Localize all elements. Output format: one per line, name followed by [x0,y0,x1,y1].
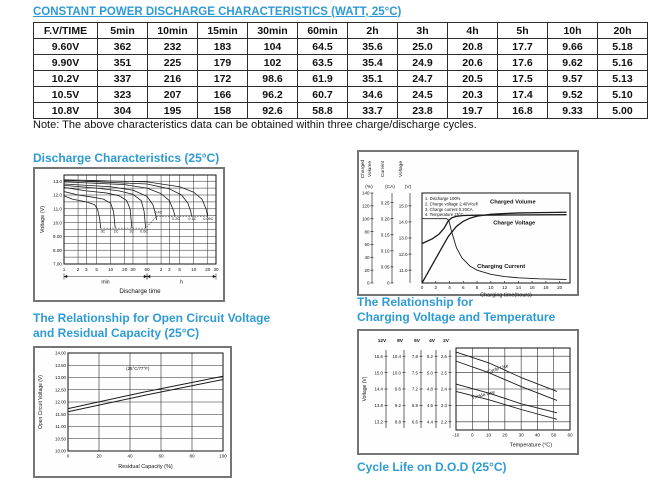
x-tick-label: 6 [462,284,465,290]
table-cell: 5.13 [598,71,648,87]
table-header-row [34,23,648,39]
x-axis-label: Residual Capacity (%) [118,464,173,470]
scale-tick-label: 4.4 [426,419,433,424]
y-tick-label: 0.20 [380,215,390,221]
table-cell: 102 [248,55,298,71]
scale-name: 12V [377,338,387,344]
table-cell: 9.60V [34,39,98,55]
scale-tick-label: 8.8 [394,419,401,424]
table-cell: 304 [98,103,148,119]
x-axis-label: Charging time(hours) [480,292,532,298]
table-row [34,55,648,71]
table-cell: 24.9 [398,55,448,71]
x-tick-label: 16 [529,284,535,290]
table-cell: 10.8V [34,103,98,119]
series-label: 0.2C [171,216,180,221]
scale-tick-label: 14.4 [374,386,383,392]
arrowhead [147,275,150,278]
table-cell: 5.18 [598,39,648,55]
charging-chart-box [357,150,579,296]
x-tick-label: 60 [144,267,150,272]
table-cell: 5.00 [598,103,648,119]
table-cell: 19.7 [448,103,498,119]
arrowhead [144,275,147,278]
table-cell: 16.8 [498,103,548,119]
ocv-chart-box [33,346,232,478]
table-cell: 35.6 [348,39,398,55]
table-cell: 172 [198,71,248,87]
note-line: 4. Temperature 25°C [425,211,464,217]
scale-tick-label: 2.5 [440,369,447,375]
x-tick-label: 3 [168,267,171,272]
x-tick-label: 8 [475,284,479,290]
scale-tick-label: 9.6 [394,386,401,392]
table-cell: 166 [198,87,248,103]
table-cell: 17.5 [498,71,548,87]
scale-tick-label: 13.8 [374,402,383,408]
x-tick-label: 0 [66,453,70,459]
arrowhead [213,275,216,278]
x-tick-label: 0 [471,432,474,437]
x-tick-label: 10 [486,432,492,437]
table-cell: 63.5 [298,55,348,71]
y-tick-label: 11.0 [53,206,62,212]
table-cell: 337 [98,71,148,87]
table-header-cell: 4h [448,23,498,39]
scale-tick-label: 15.6 [374,353,383,359]
y-tick-label: 8.00 [53,247,62,253]
table-cell: 5.16 [598,55,648,71]
page-title: CONSTANT POWER DISCHARGE CHARACTERISTICS (WATT, 25°C) [33,6,402,18]
y-tick-label: 13.0 [398,235,408,241]
scale-tick-label: 7.5 [411,369,418,375]
y-tick-label: 40 [364,254,370,260]
band-line [456,352,557,391]
table-cell: 9.57 [548,71,598,87]
scale-tick-label: 6.9 [411,402,418,408]
x-unit-h-label: h [180,279,183,286]
y-tick-label: 13.00 [55,375,66,381]
charging-voltage-temperature-chart [360,332,576,453]
scale-tick-label: 2.6 [440,353,447,359]
table-cell: 17.7 [498,39,548,55]
scale-tick-label: 5.0 [426,369,433,375]
x-tick-label: 100 [219,453,227,459]
y-tick-label: 20 [364,267,370,273]
scale-name: 8V [397,338,403,344]
charge-temp-chart-title [357,295,555,325]
x-tick-label: 60 [158,453,164,459]
table-header-cell: 60min [298,23,348,39]
axis-title: Voltage [399,160,404,177]
series-label: 0.6C [140,229,149,234]
table-cell: 104 [248,39,298,55]
discharge-curve [64,187,132,228]
x-tick-label: 1 [62,267,66,272]
table-cell: 60.7 [298,87,348,103]
table-cell: 20.3 [448,87,498,103]
table-header-cell: 15min [198,23,248,39]
table-cell: 9.52 [548,87,598,103]
band-label: Cycle Use [487,363,510,375]
axis-unit: (%) [365,184,373,190]
x-tick-label: 20 [96,453,102,459]
y-tick-label: 13.50 [55,362,66,368]
series-label: 0.05C [203,216,214,221]
note-line: 3. Charge current 0.20CA [425,206,473,212]
table-cell: 225 [148,55,198,71]
x-tick-label: 30 [130,267,136,272]
table-cell: 23.8 [398,103,448,119]
constant-power-table-wrap [33,22,640,119]
note-line: 2. Charge voltage 2.40V/cell [425,200,478,206]
table-row [34,39,648,55]
x-unit-min-label: min [101,279,110,286]
table-header-cell: 3h [398,23,448,39]
table-cell: 232 [148,39,198,55]
x-tick-label: 20 [205,267,211,272]
ocv-title-line2: and Residual Capacity (25°C) [33,326,200,340]
table-cell: 35.1 [348,71,398,87]
scale-tick-label: 7.8 [411,353,418,359]
table-header-cell: 2h [348,23,398,39]
x-tick-label: 60 [567,432,573,437]
discharge-chart-title: Discharge Characteristics (25°C) [33,151,220,165]
y-axis-label: Voltage (V) [362,376,368,401]
axis-unit: (CA) [385,184,395,190]
temperature-annotation: (25°C/77°F) [126,366,150,372]
axis-unit: (V) [404,184,412,190]
table-cell: 362 [98,39,148,55]
table-cell: 20.8 [448,39,498,55]
table-cell: 64.5 [298,39,348,55]
x-tick-label: 20 [502,432,508,437]
table-cell: 5.10 [598,87,648,103]
ocv-line [68,379,223,411]
x-axis-label: Discharge time [119,288,161,295]
y-tick-label: 80 [364,228,370,234]
scale-name: 2V [443,338,449,344]
table-cell: 17.6 [498,55,548,71]
table-cell: 24.5 [398,87,448,103]
x-tick-label: 12 [502,284,508,290]
y-tick-label: 11.50 [55,411,66,417]
x-tick-label: 30 [518,432,524,437]
table-header-cell: 5min [98,23,148,39]
table-cell: 61.9 [298,71,348,87]
y-tick-label: 11.0 [399,267,408,273]
y-tick-label: 12.00 [55,399,66,405]
table-row [34,103,648,119]
scale-tick-label: 15.0 [374,369,383,375]
axis-title: Current [381,160,386,177]
y-tick-label: 120 [361,203,370,209]
x-tick-label: 3 [84,267,88,272]
discharge-chart-box [33,167,225,302]
x-tick-label: 20 [122,267,128,272]
table-cell: 351 [98,55,148,71]
table-cell: 195 [148,103,198,119]
table-header-cell: 30min [248,23,298,39]
ocv-line [68,376,223,408]
x-tick-label: 80 [189,453,195,459]
series-label: 0.4C [154,210,163,215]
x-tick-label: 40 [127,453,133,459]
band-label: Trickle Use [471,389,496,401]
y-tick-label: 12.0 [53,192,62,198]
series-label: 2C [113,229,119,234]
table-cell: 179 [198,55,248,71]
scale-tick-label: 2.4 [440,386,447,392]
y-tick-label: 13.0 [53,178,62,184]
scale-tick-label: 2.3 [440,402,447,408]
charge-temp-title-line2: Charging Voltage and Temperature [357,310,556,324]
table-cell: 323 [98,87,148,103]
y-tick-label: 15.0 [398,203,408,209]
table-cell: 9.90V [34,55,98,71]
scale-tick-label: 4.6 [426,402,433,408]
table-cell: 10.5V [34,87,98,103]
x-tick-label: 18 [543,284,549,290]
x-tick-label: 0 [420,284,424,290]
table-cell: 9.33 [548,103,598,119]
discharge-curve [64,196,101,228]
charge-temp-title-line1: The Relationship for [357,295,474,309]
x-tick-label: 4 [448,284,451,290]
discharge-curve [64,185,146,228]
x-tick-label: 10 [488,284,494,290]
ocv-residual-capacity-chart [35,348,230,476]
table-header-cell: 10min [148,23,198,39]
x-tick-label: 50 [551,432,557,437]
table-header-cell: F.V/TIME [34,23,98,39]
table-cell: 34.6 [348,87,398,103]
y-tick-label: 0.15 [380,231,390,237]
x-axis-label: Temperature (°C) [509,442,553,448]
table-cell: 20.5 [448,71,498,87]
x-tick-label: 10 [191,267,197,272]
table-cell: 25.0 [398,39,448,55]
x-tick-label: 2 [434,284,438,290]
y-tick-label: 0 [366,280,370,286]
scale-tick-label: 7.2 [411,386,418,392]
x-tick-label: 14 [515,284,521,290]
scale-tick-label: 13.2 [374,419,383,424]
y-tick-label: 0.10 [380,248,390,254]
scale-tick-label: 4.8 [426,386,433,392]
table-row [34,71,648,87]
note-line: 1. Discharge 100% [425,195,461,201]
y-tick-label: 60 [364,241,370,247]
table-cell: 20.6 [448,55,498,71]
y-tick-label: 10.50 [55,436,66,442]
x-tick-label: 2 [159,267,163,272]
table-cell: 216 [148,71,198,87]
table-cell: 33.7 [348,103,398,119]
series-label: 1C [129,229,135,234]
scale-tick-label: 9.2 [394,402,401,408]
table-cell: 9.62 [548,55,598,71]
table-cell: 207 [148,87,198,103]
table-cell: 96.2 [248,87,298,103]
y-tick-label: 11.00 [55,424,66,430]
table-row [34,87,648,103]
arrowhead [64,275,67,278]
y-axis-label: Open Circuit Voltage (V) [38,375,44,429]
x-tick-label: 5 [95,267,98,272]
y-axis-label: Voltage (V) [40,205,46,234]
scale-tick-label: 10.4 [392,353,401,359]
table-cell: 158 [198,103,248,119]
charging-characteristics-chart [360,153,576,298]
scale-name: 4V [429,338,435,344]
constant-power-table [33,22,648,119]
scale-tick-label: 2.2 [440,419,447,424]
y-tick-label: 10.0 [53,220,62,226]
scale-tick-label: 5.2 [426,353,433,359]
table-cell: 35.4 [348,55,398,71]
cycle-life-title: Cycle Life on D.O.D (25°C) [357,460,507,474]
table-cell: 9.66 [548,39,598,55]
series-label: Charge Voltage [493,219,536,226]
table-header-cell: 20h [598,23,648,39]
y-tick-label: 14.0 [398,219,408,225]
y-tick-label: 14.00 [55,350,66,356]
y-tick-label: 140 [361,190,370,196]
y-tick-label: 12.50 [55,387,66,393]
scale-tick-label: 10.0 [392,369,401,375]
x-tick-label: 5 [178,267,181,272]
table-cell: 58.8 [298,103,348,119]
table-note: Note: The above characteristics data can be obtained within three charge/discharge cycles. [33,119,477,131]
table-cell: 98.6 [248,71,298,87]
table-cell: 183 [198,39,248,55]
series-label: 0.1C [188,216,197,221]
y-tick-label: 100 [361,215,370,221]
table-cell: 17.4 [498,87,548,103]
x-tick-label: 10 [108,267,114,272]
discharge-chart [36,170,222,299]
y-tick-label: 0 [386,280,390,286]
x-tick-label: 30 [213,267,219,272]
y-tick-label: 0.25 [380,199,390,205]
ocv-chart-title [33,311,270,341]
scale-name: 6V [414,338,420,344]
x-tick-label: 40 [534,432,540,437]
ocv-title-line1: The Relationship for Open Circuit Voltage [33,311,271,325]
axis-title: Charged [361,159,366,178]
table-cell: 24.7 [398,71,448,87]
x-tick-label: -10 [452,432,460,437]
table-header-cell: 5h [498,23,548,39]
x-tick-label: 2 [76,267,80,272]
table-cell: 10.2V [34,71,98,87]
charge-temp-chart-box [357,329,579,455]
axis-title: Volume [368,160,373,177]
table-header-cell: 10h [548,23,598,39]
x-tick-label: 20 [557,284,563,290]
series-label: Charged Volume [490,198,536,205]
y-tick-label: 0.05 [380,264,390,270]
series-label: 3C [100,229,106,234]
y-tick-label: 10.00 [55,448,66,454]
y-tick-label: 12.0 [398,251,408,257]
scale-tick-label: 6.6 [411,419,418,424]
y-tick-label: 7.00 [53,261,62,267]
y-tick-label: 9.00 [53,234,62,240]
table-cell: 92.6 [248,103,298,119]
series-label: Charging Current [477,263,526,270]
